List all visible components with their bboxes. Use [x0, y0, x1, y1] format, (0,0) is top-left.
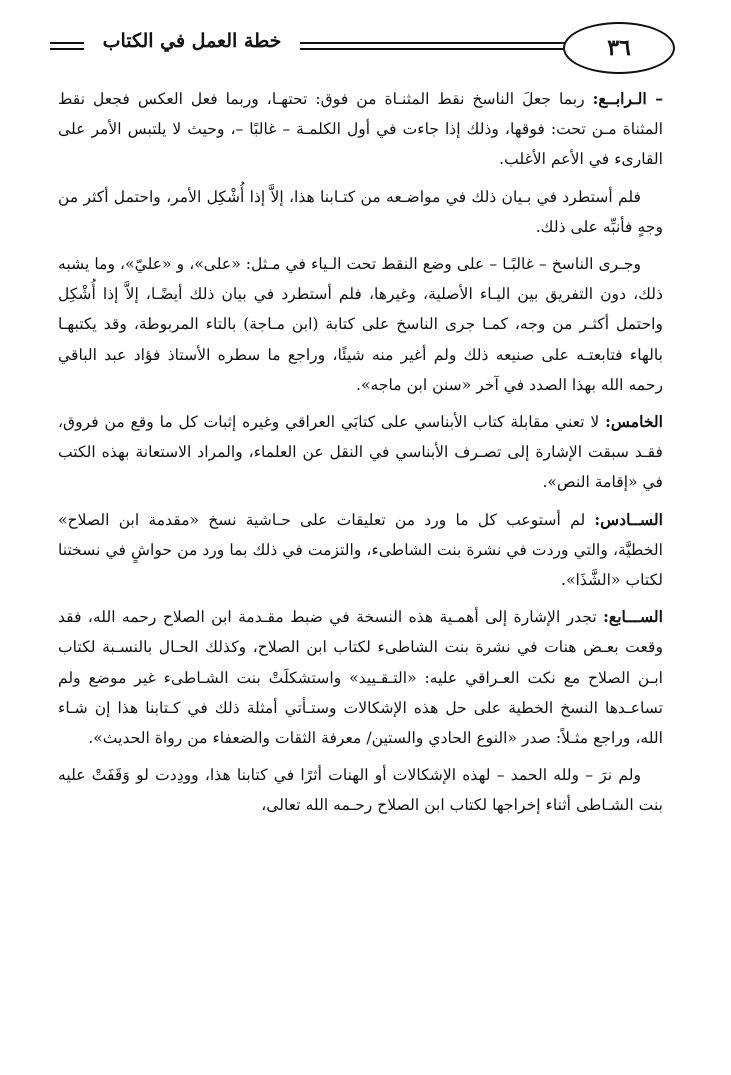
paragraph-lead: – الـرابــع: [592, 89, 663, 108]
paragraph-text: لم أستوعب كل ما ورد من تعليقات على حـاشية نسخ «مقدمة ابن الصلاح» الخطيَّة، والتي وردت في نشرة بنت الشاطىء، والتزمت في ذلك بما ورد من حواشٍ في نسختنا لكتاب «الشَّذَا». [58, 510, 663, 590]
paragraph-text: لا تعني مقابلة كتاب الأبناسي على كتابَي العراقي وغيره إثبات كل ما وقع من فروق، فقـد سبقت الإشارة إلى تصـرف الأبناسي في النقل عن العلماء، والمراد الاستعانة بهذه الكتب في «إقامة النص». [58, 413, 663, 492]
paragraph-text: فلم أستطرد في بـيان ذلك في مواضـعه من كتـابنا هذا، إلاَّ إذا أُشْكِل الأمر، واحتمل أكثر من وجهٍ فأنبِّه على ذلك. [58, 187, 663, 236]
paragraph [58, 760, 663, 820]
header-rule [300, 42, 569, 44]
paragraph-text: ولم نرَ – ولله الحمد – لهذه الإشكالات أو الهنات أثرًا في كتابنا هذا، وودِدت لو وَقَفَتْ عليه بنت الشـاطى أثناء إخراجها لكتاب ابن الصلاح رحـمه الله تعالى، [58, 766, 663, 815]
body-text [58, 84, 663, 828]
page-header [50, 18, 675, 76]
paragraph-fifth [58, 407, 663, 498]
paragraph [58, 182, 663, 242]
paragraph-seventh [58, 602, 663, 753]
paragraph-text: تجدر الإشارة إلى أهمـية هذه النسخة في ضبط مقـدمة ابن الصلاح رحمه الله، فقد وقعت بعـض هنات في نشرة بنت الشاطىء لكتاب ابن الصلاح، وكذلك الحـال بالنسـبة لكتاب ابـن الصلاح مع نكت العـراقي عليه: «التـقـييد» واستشكلَتْ بنت الشـاطىء غير موضع ولم تساعـدها النسخ الخطية على حل هذه الإشكالات وستـأتي أمثلة ذلك في كـتابنا هذا إن شـاء الله، وراجع مثـلاً: صدر «النوع الحادي والستين/ معرفة الثقات والضعفاء من رواة الحديث». [58, 608, 663, 748]
header-rule [300, 48, 569, 50]
paragraph [58, 249, 663, 400]
page-number: ٣٦ [563, 22, 675, 74]
paragraph-text: وجـرى الناسخ – غالبًـا – على وضع النقط تحت الـياء في مـثل: «على»، و «عليّ»، وما يشبه ذلك، دون التفريق بين اليـاء الأصلية، وغيرها، فلم أستطرد في بيان ذلك أيضًـا، إلاَّ إذا أُشْكِل واحتمل أكثـر من وجه، كمـا جرى الناسخ على كتابة (ابن مـاجة) بالتاء المربوطة، وقد يكتبهـا بالهاء فتابعتـه على صنيعه ذلك ولم أغير منه شيئًا، وراجع ما سطره الأستاذ فؤاد عبد الباقي رحمه الله بهذا الصدد في آخر «سنن ابن ماجه». [58, 255, 663, 394]
paragraph-lead: الخامس: [605, 412, 663, 432]
paragraph-fourth [58, 84, 663, 175]
paragraph-lead: الســـابع: [603, 607, 663, 627]
paragraph-text: ربما جعلَ الناسخ نقط المثنـاة من فوق: تحتهـا، وربما فعل العكس فجعل نقط المثناة مـن تحت: فوقها، وذلك إذا جاءت في أول الكلمـة – غالبًا –، وحيث لا يلتبس الأمر على القارىء في الأعم الأغلب. [58, 90, 663, 169]
header-rule-short [50, 42, 84, 44]
paragraph-lead: الســادس: [594, 509, 663, 529]
header-rule-short [50, 48, 84, 50]
paragraph-sixth [58, 505, 663, 596]
running-title: خطة العمل في الكتاب [102, 30, 282, 52]
